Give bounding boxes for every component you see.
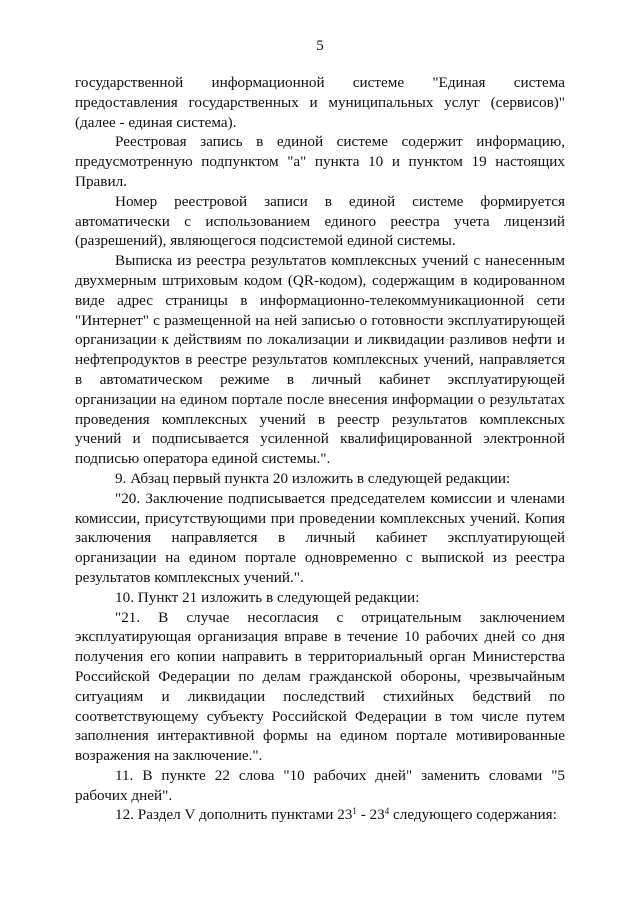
paragraph: "21. В случае несогласия с отрицательным заключением эксплуатирующая организация вправе в течение 10 рабочих дней со дня получения его копии направить в территориальный орган Министерства Российской Федерации по делам гражданской обороны, чрезвычайным ситуациям и ликвидации последствий стихийных бедствий по соответствующему субъекту Российской Федерации в том числе путем заполнения интерактивной формы на едином портале мотивированные возражения на заключение.". bbox=[75, 608, 565, 765]
paragraph: "20. Заключение подписывается председателем комиссии и членами комиссии, присутствующими при проведении комплексных учений. Копия заключения направляется в личный кабинет эксплуатирующей организации на едином портале одновременно с выпиской из реестра результатов комплексных учений.". bbox=[75, 489, 565, 586]
document-body bbox=[75, 73, 565, 825]
paragraph: 11. В пункте 22 слова "10 рабочих дней" заменить словами "5 рабочих дней". bbox=[75, 766, 565, 804]
paragraph: Номер реестровой записи в единой системе формируется автоматически с использованием единого реестра учета лицензий (разрешений), являющегося подсистемой единой системы. bbox=[75, 192, 565, 250]
paragraph-last bbox=[75, 805, 565, 825]
paragraph-text: 12. Раздел V дополнить пунктами 23 bbox=[115, 806, 353, 824]
paragraph: 10. Пункт 21 изложить в следующей редакции: bbox=[115, 588, 420, 606]
superscript: 1 bbox=[352, 806, 357, 817]
superscript: 4 bbox=[384, 806, 390, 817]
paragraph: Выписка из реестра результатов комплексных учений с нанесенным двухмерным штриховым кодом (QR-кодом), содержащим в кодированном виде адрес страницы в информационно-телекоммуникационной сети "Интернет" с размещенной на ней записью о готовности эксплуатирующей организации к действиям по локализации и ликвидации разливов нефти и нефтепродуктов в реестре результатов комплексных учений, направляется в автоматическом режиме в личный кабинет эксплуатирующей организации на едином портале после внесения информации о результатах проведения комплексных учений в реестр результатов комплексных учений и подписывается усиленной квалифицированной электронной подписью оператора единой системы.". bbox=[75, 252, 565, 468]
paragraph-text: - 23 bbox=[356, 806, 385, 824]
paragraph: 9. Абзац первый пункта 20 изложить в следующей редакции: bbox=[115, 469, 511, 487]
paragraph-text: следующего содержания: bbox=[389, 806, 557, 824]
page-number: 5 bbox=[316, 38, 324, 54]
paragraph: государственной информационной системе "Единая система предоставления государственных и муниципальных услуг (сервисов)" (далее - единая система). bbox=[75, 74, 565, 131]
paragraph: Реестровая запись в единой системе содержит информацию, предусмотренную подпунктом "а" пункта 10 и пунктом 19 настоящих Правил. bbox=[75, 133, 565, 190]
